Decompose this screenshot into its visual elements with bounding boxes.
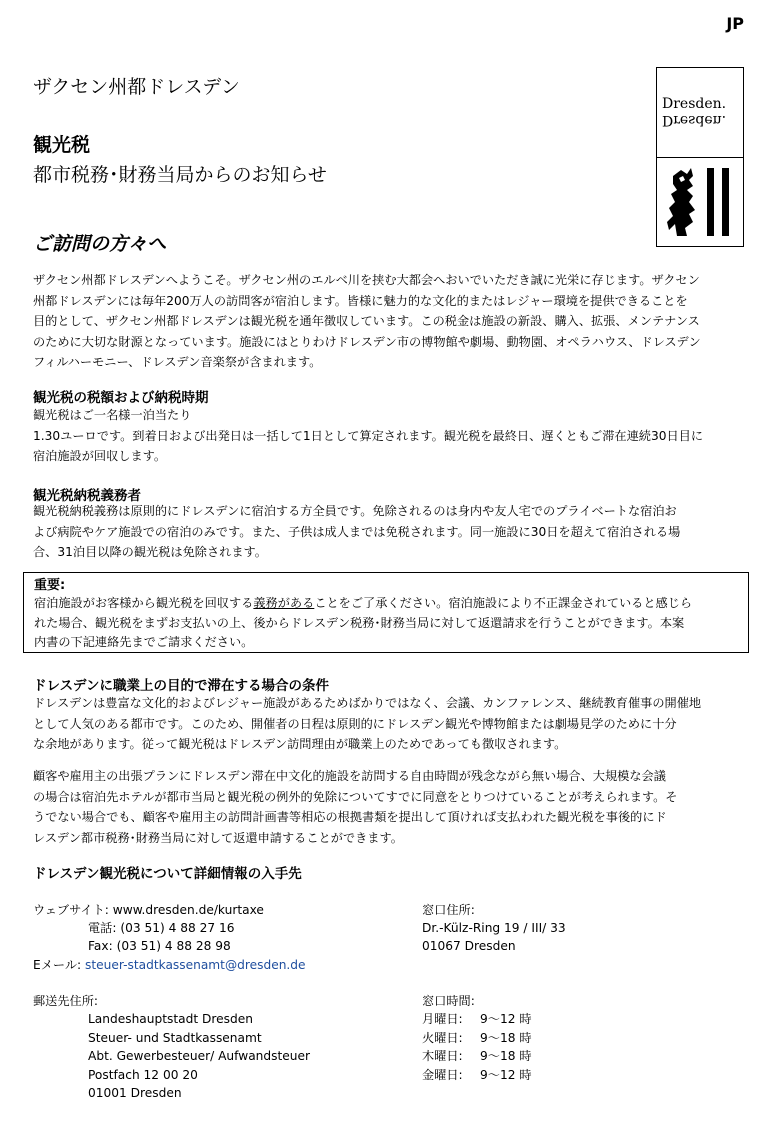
- section-heading-amount: 観光税の税額および納税時期: [33, 390, 209, 406]
- office-address-label: 窓口住所:: [422, 903, 475, 917]
- text-line: うでない場合でも、顧客や雇用主の訪問計画書等相応の根拠書類を提出して頂ければ支払われた観光税を事後的にド: [33, 810, 667, 825]
- important-title: 重要:: [34, 578, 66, 593]
- business-paragraph-2: [33, 766, 743, 848]
- fax-number: (03 51) 4 88 28 98: [116, 939, 231, 953]
- text-line: レスデン都市税務･財務当局に対して返還申請することができます。: [33, 830, 403, 845]
- fax-label: Fax:: [88, 939, 113, 953]
- intro-paragraph: [33, 270, 743, 373]
- hours-row: [422, 1029, 532, 1048]
- text-line: [34, 594, 746, 614]
- hours-day: 月曜日:: [422, 1012, 463, 1026]
- phone-label: 電話:: [88, 921, 117, 935]
- hours-row: [422, 1047, 532, 1066]
- email-link[interactable]: steuer-stadtkassenamt@dresden.de: [85, 958, 306, 972]
- text-line: 顧客や雇用主の出張プランにドレスデン滞在中文化的施設を訪問する自由時間が残念ながら無い場合、大規模な会議: [33, 769, 666, 783]
- important-notice-box: [23, 572, 749, 653]
- website-label: ウェブサイト:: [33, 903, 109, 917]
- text-line: 1.30ユーロです。到着日および出発日は一括して1日として算定されます。観光税を最終日、遅くともご滞在連続30日目に: [33, 428, 704, 443]
- website-link[interactable]: www.dresden.de/kurtaxe: [112, 903, 264, 917]
- text-line: よび病院やケア施設での宿泊のみです。また、子供は成人までは免税されます。同一施設に30日を超えて宿泊される場: [33, 524, 681, 539]
- dresden-logo: [656, 67, 744, 247]
- mail-address-label: 郵送先住所:: [33, 994, 99, 1008]
- hours-day: 金曜日:: [422, 1067, 463, 1082]
- lion-coat-of-arms-icon: [663, 164, 739, 240]
- city-name: ザクセン州都ドレスデン: [33, 76, 240, 98]
- office-city: 01067 Dresden: [422, 939, 516, 953]
- section-heading-liable: 観光税納税義務者: [33, 488, 141, 504]
- page-title: 観光税: [33, 134, 91, 156]
- text-line: 目的として、ザクセン州都ドレスデンは観光税を通年徴収しています。この税金は施設の新設、購入、拡張、メンテナンス: [33, 314, 700, 329]
- fax-row: [88, 937, 231, 956]
- hours-day: 木曜日:: [422, 1049, 463, 1063]
- text-line: れた場合、観光税をまずお支払いの上、後からドレスデン税務･財務当局に対して返還請求を行うことができます。本案: [34, 615, 685, 630]
- text-fragment: 宿泊施設がお客様から観光税を回収する: [34, 596, 254, 610]
- website-row: [33, 901, 264, 920]
- greeting-heading: ご訪問の方々へ: [33, 233, 167, 255]
- text-line: として人気のある都市です。このため、開催者の日程は原則的にドレスデン観光や博物館または劇場見学のために十分: [33, 716, 677, 731]
- text-line: フィルハーモニー、ドレスデン音楽祭が含まれます。: [33, 355, 322, 370]
- address-line: Landeshauptstadt Dresden: [88, 1012, 253, 1026]
- opening-hours-label: 窓口時間:: [422, 994, 475, 1008]
- phone-number: (03 51) 4 88 27 16: [120, 921, 235, 935]
- text-line: な余地があります。従って観光税はドレスデン訪問理由が職業上のためであっても徴収されます。: [33, 737, 567, 752]
- address-line: 01001 Dresden: [88, 1086, 182, 1100]
- text-line: 内書の下記連絡先までご請求ください。: [34, 635, 254, 649]
- phone-row: [88, 919, 235, 938]
- email-row: [33, 956, 306, 975]
- text-line: ドレスデンは豊富な文化的およびレジャー施設があるためばかりではなく、会議、カンファレンス、継続教育催事の開催地: [33, 696, 702, 710]
- text-fragment: ことをご了承ください。宿泊施設により不正課金されていると感じら: [314, 596, 693, 610]
- opening-hours: [422, 1010, 532, 1084]
- hours-row: [422, 1066, 532, 1085]
- text-line: 宿泊施設が回収します。: [33, 449, 167, 464]
- hours-time: 9～12 時: [480, 1012, 532, 1026]
- hours-time: 9～12 時: [480, 1067, 532, 1082]
- text-line: 観光税はご一名様一泊当たり: [33, 408, 192, 422]
- hours-time: 9～18 時: [480, 1030, 532, 1045]
- page-subtitle: 都市税務･財務当局からのお知らせ: [33, 164, 327, 186]
- address-line: Steuer- und Stadtkassenamt: [88, 1030, 262, 1045]
- text-line: ザクセン州都ドレスデンへようこそ。ザクセン州のエルベ川を挟む大都会へおいでいただき誠に光栄に存じます。ザクセン: [33, 273, 700, 287]
- liable-paragraph: [33, 501, 743, 563]
- email-label: Eメール:: [33, 958, 82, 972]
- office-street: Dr.-Külz-Ring 19 / III/ 33: [422, 921, 566, 935]
- hours-day: 火曜日:: [422, 1030, 463, 1045]
- logo-word-mirrored: Dresden.: [662, 112, 727, 128]
- amount-paragraph: [33, 405, 743, 467]
- hours-row: [422, 1010, 532, 1029]
- business-paragraph: [33, 693, 743, 755]
- underlined-text: 義務がある: [253, 596, 315, 610]
- text-line: のために大切な財源となっています。施設にはとりわけドレスデン市の博物館や劇場、動物園、オペラハウス、ドレスデン: [33, 334, 701, 349]
- text-line: 合、31泊目以降の観光税は免除されます。: [33, 545, 267, 560]
- section-heading-business: ドレスデンに職業上の目的で滞在する場合の条件: [33, 678, 330, 694]
- logo-wordmark: [657, 68, 743, 158]
- logo-word: Dresden.: [662, 96, 727, 112]
- important-body: [34, 594, 746, 653]
- address-line: Abt. Gewerbesteuer/ Aufwandsteuer: [88, 1049, 310, 1063]
- text-line: 州都ドレスデンには毎年200万人の訪問客が宿泊します。皆様に魅力的な文化的またはレジャー環境を提供できることを: [33, 293, 688, 308]
- hours-time: 9～18 時: [480, 1049, 532, 1063]
- language-code: JP: [726, 14, 744, 33]
- text-line: の場合は宿泊先ホテルが都市当局と観光税の例外的免除についてすでに同意をとりつけていることが考えられます。そ: [33, 789, 678, 804]
- section-heading-info: ドレスデン観光税について詳細情報の入手先: [33, 866, 302, 882]
- text-line: 観光税納税義務は原則的にドレスデンに宿泊する方全員です。免除されるのは身内や友人宅でのプライベートな宿泊お: [33, 504, 677, 518]
- address-line: Postfach 12 00 20: [88, 1067, 198, 1082]
- mail-address: [88, 1010, 310, 1103]
